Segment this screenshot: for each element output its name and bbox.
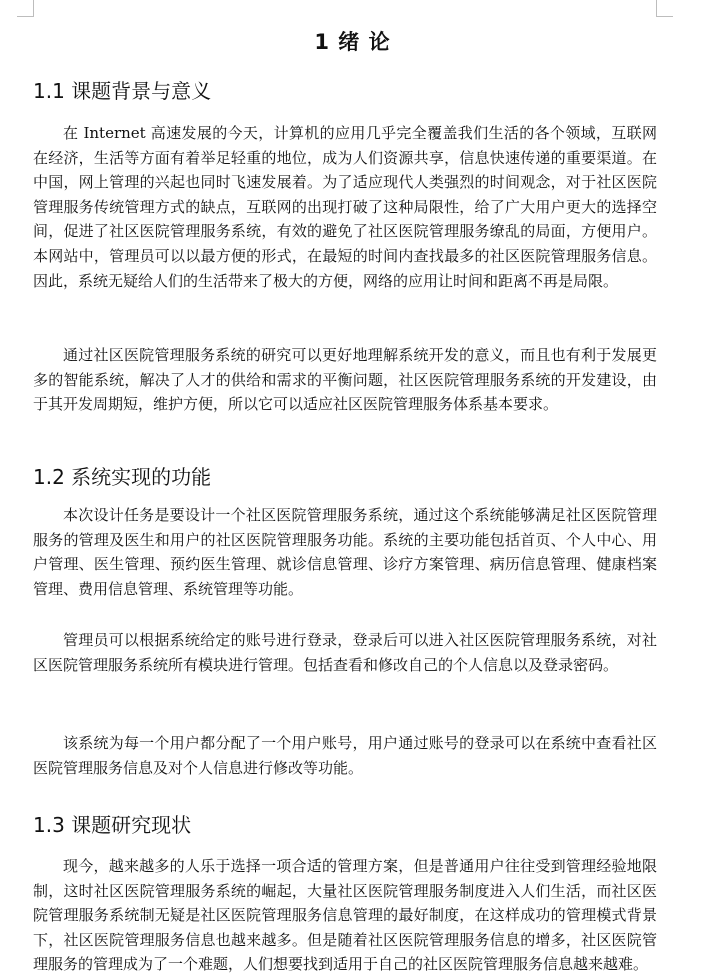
paragraph-1-1-b: 通过社区医院管理服务系统的研究可以更好地理解系统开发的意义，而且也有利于发展更多的智能系统，解决了人才的供给和需求的平衡问题，社区医院管理服务系统的开发建设，由于其开发周期短，维护方便，所以它可以适应社区医院管理服务体系基本要求。 xyxy=(33,346,657,414)
crop-mark-top-left xyxy=(17,0,34,17)
crop-mark-top-right xyxy=(656,0,673,17)
paragraph-1-2-b: 管理员可以根据系统给定的账号进行登录，登录后可以进入社区医院管理服务系统，对社区医院管理服务系统所有模块进行管理。包括查看和修改自己的个人信息以及登录密码。 xyxy=(33,631,657,674)
section-heading-1-3: 1.3 课题研究现状 xyxy=(33,813,192,837)
paragraph-1-3-a: 现今，越来越多的人乐于选择一项合适的管理方案，但是普通用户往往受到管理经验地限制，这时社区医院管理服务系统的崛起，大量社区医院管理服务制度进入人们生活，而社区医院管理服务系统制无疑是社区医院管理服务信息管理的最好制度，在这样成功的管理模式背景下，社区医院管理服务信息也越来越多。但是随着社区医院管理服务信息的增多，社区医院管理服务的管理成为了一个难题，人们想要找到适用于自己的社区医院管理服务信息越来越难。 xyxy=(33,857,657,974)
paragraph-1-2-a: 本次设计任务是要设计一个社区医院管理服务系统，通过这个系统能够满足社区医院管理服务的管理及医生和用户的社区医院管理服务功能。系统的主要功能包括首页、个人中心、用户管理、医生管理、预约医生管理、就诊信息管理、诊疗方案管理、病历信息管理、健康档案管理、费用信息管理、系统管理等功能。 xyxy=(33,506,657,598)
section-heading-1-1: 1.1 课题背景与意义 xyxy=(33,79,212,103)
section-heading-1-2: 1.2 系统实现的功能 xyxy=(33,465,212,489)
paragraph-1-1-a: 在 Internet 高速发展的今天，计算机的应用几乎完全覆盖我们生活的各个领域，互联网在经济，生活等方面有着举足轻重的地位，成为人们资源共享，信息快速传递的重要渠道。在中国，网上管理的兴起也同时飞速发展着。为了适应现代人类强烈的时间观念，对于社区医院管理服务传统管理方式的缺点，互联网的出现打破了这种局限性，给了广大用户更大的选择空间，促进了社区医院管理服务系统，有效的避免了社区医院管理服务缭乱的局面，方便用户。本网站中，管理员可以以最方便的形式，在最短的时间内查找最多的社区医院管理服务信息。因此，系统无疑给人们的生活带来了极大的方便，网络的应用让时间和距离不再是局限。 xyxy=(33,124,657,290)
chapter-title: 1 绪 论 xyxy=(314,30,391,54)
paragraph-1-2-c: 该系统为每一个用户都分配了一个用户账号，用户通过账号的登录可以在系统中查看社区医院管理服务信息及对个人信息进行修改等功能。 xyxy=(33,734,657,777)
